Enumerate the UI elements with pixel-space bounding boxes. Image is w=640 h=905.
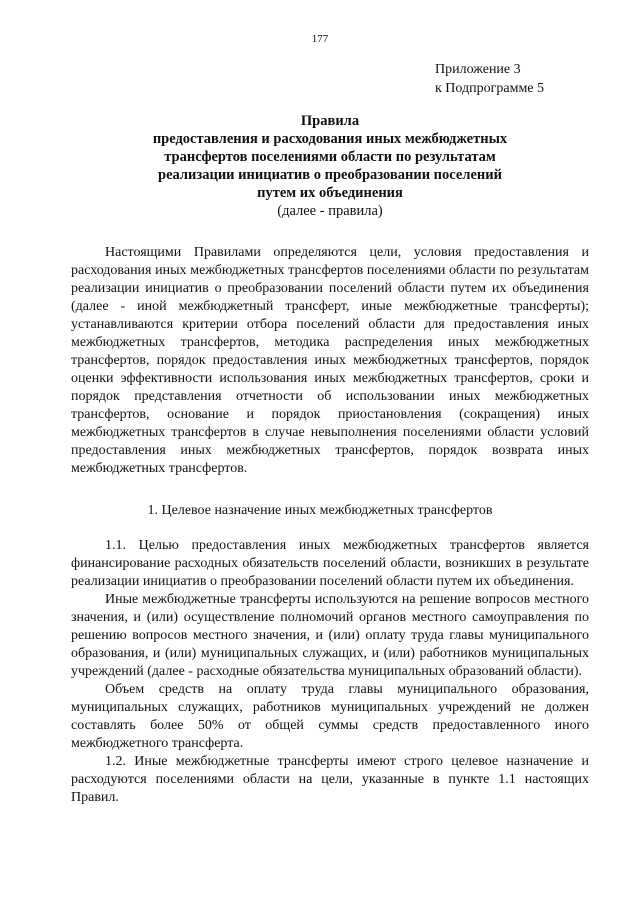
paragraph-1-1: 1.1. Целью предоставления иных межбюджетных трансфертов является финансирование расходных обязательств поселений области, возникших в результате реализации инициатив о преобразовании поселений области путем их объединения.: [71, 538, 589, 589]
title-line: путем их объединения: [257, 185, 403, 201]
paragraph-salary-limit: Объем средств на оплату труда главы муниципального образования, муниципальных служащих, работников муниципальных учреждений не должен составлять более 50% от общей суммы средств предоставленного иного межбюджетного трансферта.: [71, 682, 589, 751]
appendix-line-2: к Подпрограмме 5: [435, 81, 545, 96]
title-line: предоставления и расходования иных межбюджетных: [152, 131, 508, 147]
title-line: трансфертов поселениями области по результатам: [164, 149, 496, 165]
intro-paragraph: Настоящими Правилами определяются цели, условия предоставления и расходования иных межбюджетных трансфертов поселениями области по результатам реализации инициатив о преобразовании поселений области путем их объединения (далее - иной межбюджетный трансферт, иные межбюджетные трансферты); устанавливаются критерии отбора поселений области для предоставления иных межбюджетных трансфертов, методика распределения иных межбюджетных трансфертов, порядок предоставления иных межбюджетных трансфертов, порядок оценки эффективности использования иных межбюджетных трансфертов, сроки и порядок представления отчетности об использовании иных межбюджетных трансфертов, основание и порядок приостановления (сокращения) иных межбюджетных трансфертов в случае невыполнения поселениями области условий предоставления иных межбюджетных трансфертов, порядок возврата иных межбюджетных трансфертов.: [71, 245, 589, 476]
title-heading: Правила: [300, 113, 360, 129]
section-1-heading: 1. Целевое назначение иных межбюджетных трансфертов: [147, 503, 493, 518]
document-title: [90, 112, 570, 220]
title-note: (далее - правила): [277, 203, 383, 219]
paragraph-usage: Иные межбюджетные трансферты используются на решение вопросов местного значения, и (или) осуществление полномочий органов местного самоуправления по решению вопросов местного значения, и (или) оплату труда главы муниципального образования, и (или) муниципальных служащих, и (или) работников муниципальных учреждений (далее - расходные обязательства муниципальных образований области).: [71, 592, 589, 679]
title-line: реализации инициатив о преобразовании поселений: [158, 167, 502, 183]
page-number: 177: [311, 33, 329, 45]
appendix-line-1: Приложение 3: [435, 62, 521, 77]
paragraph-1-2: 1.2. Иные межбюджетные трансферты имеют строго целевое назначение и расходуются поселениями области на цели, указанные в пункте 1.1 настоящих Правил.: [71, 754, 589, 805]
appendix-reference: [435, 60, 544, 98]
intro-section: [71, 244, 589, 478]
section-1-body: [71, 537, 589, 807]
